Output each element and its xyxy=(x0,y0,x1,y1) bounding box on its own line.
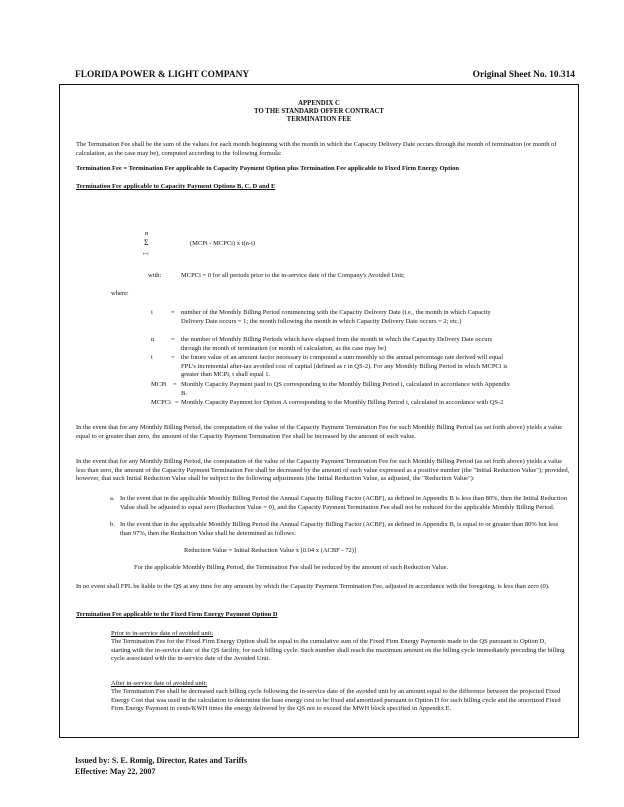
definition-equals: = xyxy=(171,354,175,361)
prior-text: The Termination Fee for the Fixed Firm Energy Option shall be equal to the cumulative sum of the Fixed Firm Energy Payments made to the QS pursuant to Option D, starting with the in-service date of the QS facility, for each billing cycle. Such number shall reach the maximum amount on the billing cycle immediately preceding the billing cycle associated with the in-service date of the Avoided Unit. xyxy=(111,638,565,663)
definition-equals: = xyxy=(171,336,175,343)
definition-symbol: i xyxy=(151,309,153,316)
after-heading: After in-service date of avoided unit: xyxy=(111,680,208,687)
adjustment-label: a. xyxy=(110,495,115,502)
formula-line: Termination Fee = Termination Fee applicable to Capacity Payment Option plus Termination Fee applicable to Fixed Firm Energy Option xyxy=(76,165,459,172)
sigma-symbol: Σ xyxy=(144,238,149,247)
sum-expression: (MCPi - MCPCi) x t(n-i) xyxy=(190,240,256,247)
definition-text: number of the Monthly Billing Period commencing with the Capacity Delivery Date (i.e., the month in which Capacity Delivery Date occurs = 1; the month following the month in which Capacity Delivery Date occurs = 2; etc.) xyxy=(181,309,491,325)
sum-upper: n xyxy=(145,230,149,237)
adjustment-text: In the event that in the applicable Monthly Billing Period the Annual Capacity Billing Factor (ACBF), as defined in Appendix B, is equal to or greater than 80% but less than 97%, then the Reduction Value shall be determined as follows: xyxy=(120,521,559,537)
prior-heading: Prior to in-service date of avoided unit: xyxy=(111,630,214,637)
appendix-heading: TERMINATION FEE xyxy=(286,116,352,123)
definition-equals: = xyxy=(175,399,179,406)
issued-by: Issued by: S. E. Romig, Director, Rates and Tariffs xyxy=(75,756,248,765)
reduction-formula: Reduction Value = Initial Reduction Value x [0.04 x (ACBF - 72)] xyxy=(184,547,357,554)
effective-date: Effective: May 22, 2007 xyxy=(75,767,156,776)
definition-equals: = xyxy=(173,381,177,388)
sheet-number: Original Sheet No. 10.314 xyxy=(472,70,575,80)
definition-equals: = xyxy=(171,309,175,316)
adjustment-label: b. xyxy=(110,521,115,528)
definition-text: the number of Monthly Billing Periods which have elapsed from the month in which the Capacity Delivery Date occurs through the month of termination (or month of calculation, as the case may be) xyxy=(181,336,493,352)
where-label: where: xyxy=(111,290,129,297)
with-text: MCPCi = 0 for all periods prior to the in-service date of the Company's Avoided Unit; xyxy=(181,272,405,279)
content-frame xyxy=(59,84,579,738)
company-name: FLORIDA POWER & LIGHT COMPANY xyxy=(75,70,250,80)
adjustment-text: In the event that in the applicable Monthly Billing Period the Annual Capacity Billing Factor (ACBF), as defined in Appendix B is less than 80%, then the Initial Reduction Value shall be adjusted to equal zero (Reduction Value = 0), and the Capacity Payment Termination Fee shall not be reduced for the applicable Monthly Billing Period. xyxy=(120,495,567,511)
paragraph-value-greater: In the event that for any Monthly Billing Period, the computation of the value of the Capacity Payment Termination Fee for such Monthly Billing Period (as set forth above) yields a value equal to or greater than zero, the amount of the Capacity Payment Termination Fee shall be increased by the amount of such value. xyxy=(76,424,563,440)
definition-symbol: MCPi xyxy=(151,381,167,388)
after-text: The Termination Fee shall be decreased each billing cycle following the in-service date of the avoided unit by an amount equal to the difference between the projected Fixed Energy Cost that was used in the calculation to determine the base energy cost to be fixed and amortized pursuant to Option D for such billing cycle and the amortized Fixed Firm Energy Payment in cents/KWH times the energy delivered by the QS not to exceed the MWH block specified in Appendix E. xyxy=(111,688,561,713)
with-label: with: xyxy=(148,272,162,279)
reduction-note: For the applicable Monthly Billing Period, the Termination Fee shall be reduced by the amount of such Reduction Value. xyxy=(134,564,449,571)
definition-symbol: t xyxy=(151,354,153,361)
intro-paragraph: The Termination Fee shall be the sum of the values for each month beginning with the month in which the Capacity Delivery Date occurs through the month of termination (or month of calculation, as the case may be), computed according to the following formula: xyxy=(76,141,557,157)
definition-text: the future value of an amount factor necessary to compound a sum monthly so the annual percentage rate derived will equal FPL's incremental after-tax avoided cost of capital (defined as r in QS-2). For any Monthly Billing Period in which MCPCi is greater than MCPi, t shall equal 1. xyxy=(181,354,508,379)
section1-heading: Termination Fee applicable to Capacity Payment Options B, C, D and E xyxy=(76,183,276,190)
definition-symbol: n xyxy=(151,336,155,343)
paragraph-liability: In no event shall FPL be liable to the QS at any time for any amount by which the Capacity Payment Termination Fee, adjusted in accordance with the foregoing, is less than zero (0). xyxy=(76,583,550,590)
paragraph-value-less: In the event that for any Monthly Billing Period, the computation of the value of the Capacity Payment Termination Fee for such Monthly Billing Period (as set forth above) yields a value less than zero, the amount of the Capacity Payment Termination Fee shall be decreased by the amount of such value expressed as a positive number (the "Initial Reduction Value"); provided, however, that such Initial Reduction Value shall be subject to the following adjustments (the Initial Reduction Value, as adjusted, the "Reduction Value"): xyxy=(76,458,570,483)
appendix-subtitle: TO THE STANDARD OFFER CONTRACT xyxy=(254,108,384,115)
sum-lower: i=1 xyxy=(143,251,150,256)
definition-text: Monthly Capacity Payment paid to QS corresponding to the Monthly Billing Period i, calculated in accordance with Appendix B. xyxy=(181,381,510,397)
section2-heading: Termination Fee applicable to the Fixed Firm Energy Payment Option D xyxy=(76,611,278,618)
definition-text: Monthly Capacity Payment for Option A corresponding to the Monthly Billing Period i, calculated in accordance with QS-2 xyxy=(181,399,504,406)
appendix-title: APPENDIX C xyxy=(298,100,340,107)
definition-symbol: MCPCi xyxy=(151,399,171,406)
